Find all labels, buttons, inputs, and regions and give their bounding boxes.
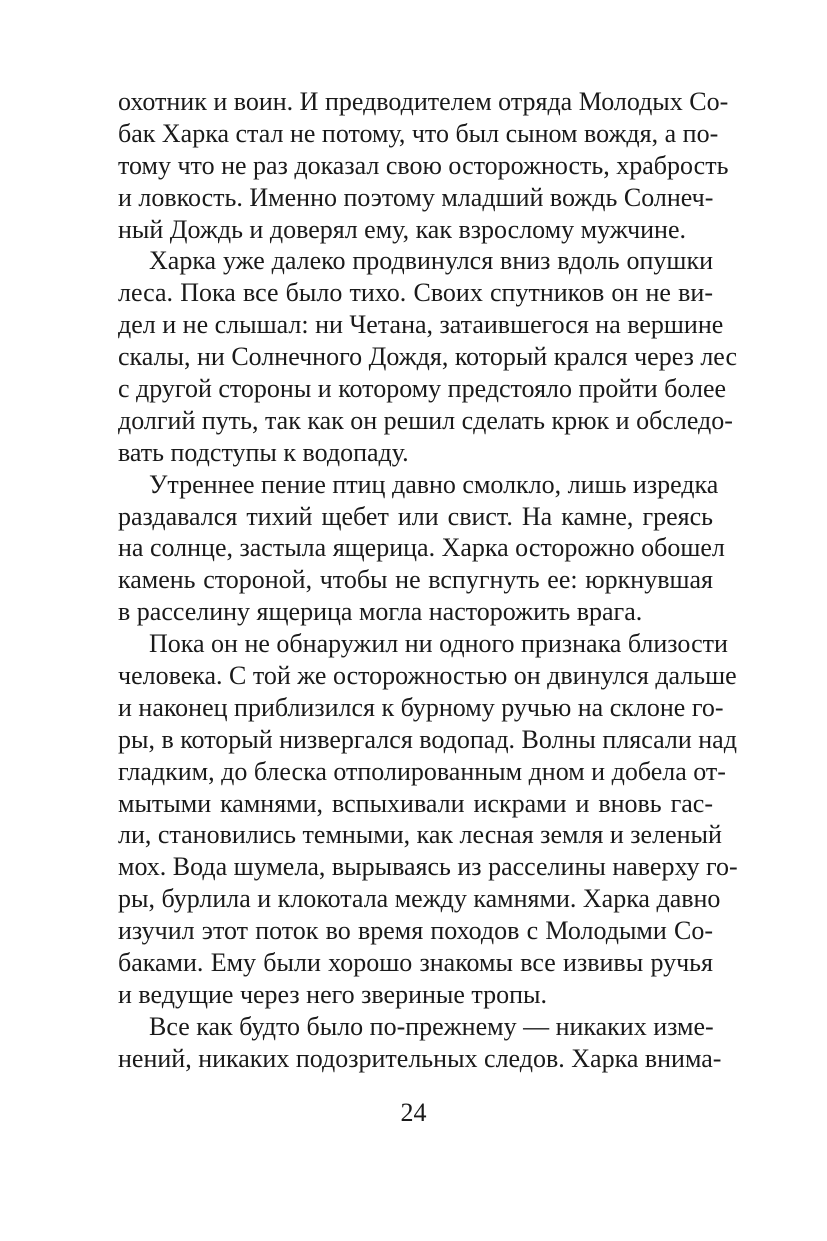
text-line: ры, бурлила и клокотала между камнями. Харка давно [118,884,721,914]
text-line: и ведущие через него звериные тропы. [118,979,547,1009]
text-line: гладким, до блеска отполированным дном и добела от- [118,756,726,786]
text-line: раздавался тихий щебет или свист. На камне, греясь [118,501,713,531]
text-line: леса. Пока все было тихо. Своих спутников он не ви- [118,278,713,308]
text-line: скалы, ни Солнечного Дождя, который крался через лес [118,342,738,372]
text-line: Пока он не обнаружил ни одного признака близости [149,629,728,659]
text-line: и ловкость. Именно поэтому младший вождь Солнеч- [118,182,714,212]
text-line: мытыми камнями, вспыхивали искрами и вновь гас- [118,788,713,818]
text-line: баками. Ему были хорошо знакомы все извивы ручья [118,948,713,978]
page-number: 24 [400,1098,427,1127]
text-line: долгий путь, так как он решил сделать крюк и обследо- [118,405,733,435]
text-line: охотник и воин. И предводителем отряда Молодых Со- [118,87,729,116]
text-line: бак Харка стал не потому, что был сыном вождя, а по- [118,118,719,148]
text-line: человека. С той же осторожностью он двинулся дальше [118,661,737,691]
text-line: вать подступы к водопаду. [118,437,409,467]
text-line: мох. Вода шумела, вырываясь из расселины наверху го- [118,852,738,882]
text-line: дел и не слышал: ни Четана, затаившегося на вершине [118,310,724,340]
text-line: Все как будто было по-прежнему — никаких изме- [149,1011,714,1041]
text-line: тому что не раз доказал свою осторожность, храбрость [118,150,729,180]
text-line: Харка уже далеко продвинулся вниз вдоль опушки [149,246,713,276]
text-line: ный Дождь и доверял ему, как взрослому мужчине. [118,214,687,244]
text-line: Утреннее пение птиц давно смолкло, лишь изредка [149,469,719,499]
text-line: на солнце, застыла ящерица. Харка осторожно обошел [118,533,725,563]
text-line: ли, становились темными, как лесная земля и зеленый [118,820,722,850]
body-text [118,86,738,1075]
text-line: в расселину ящерица могла насторожить врага. [118,597,643,627]
text-line: изучил этот поток во время походов с Молодыми Со- [118,916,713,946]
text-line: с другой стороны и которому предстояло пройти более [118,374,727,404]
text-line: нений, никаких подозрительных следов. Харка внима- [118,1043,722,1073]
text-line: и наконец приблизился к бурному ручью на склоне го- [118,692,724,722]
text-line: ры, в который низвергался водопад. Волны плясали над [118,724,737,754]
text-line: камень стороной, чтобы не вспугнуть ее: юркнувшая [118,565,713,595]
